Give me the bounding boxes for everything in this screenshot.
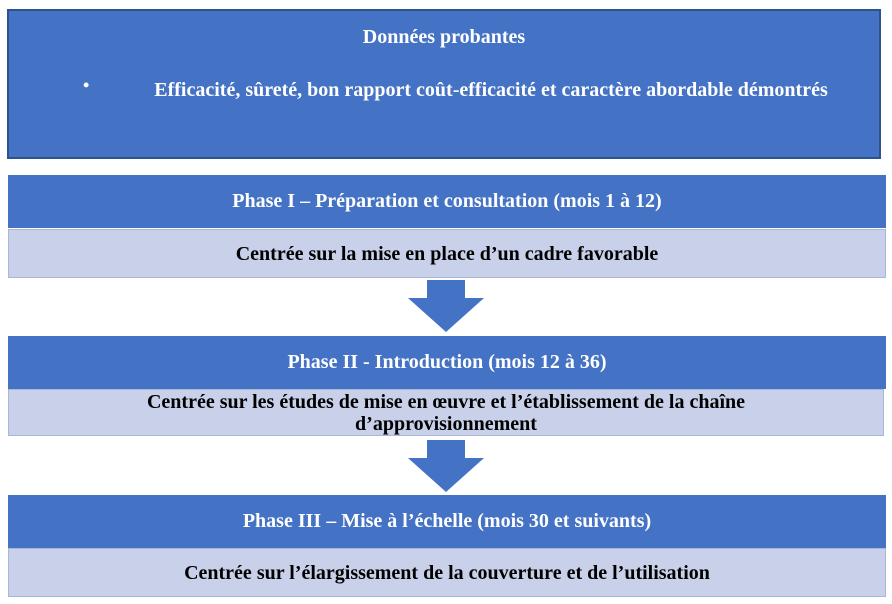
down-arrow-icon	[408, 440, 484, 492]
evidence-item: Efficacité, sûreté, bon rapport coût-efficacité et caractère abordable démontrés	[154, 79, 828, 101]
phase-3-header: Phase III – Mise à l’échelle (mois 30 et suivants)	[8, 495, 886, 548]
down-arrow-icon	[408, 280, 484, 332]
phase-3-focus: Centrée sur l’élargissement de la couverture et de l’utilisation	[8, 548, 886, 597]
evidence-title: Données probantes	[362, 26, 526, 48]
evidence-box	[7, 9, 881, 159]
phase-1-header: Phase I – Préparation et consultation (mois 1 à 12)	[8, 175, 886, 228]
phase-2-focus: Centrée sur les études de mise en œuvre et l’établissement de la chaîne d’approvisionnement	[8, 389, 884, 436]
bullet-icon: •	[83, 75, 90, 95]
phase-1-focus: Centrée sur la mise en place d’un cadre favorable	[8, 229, 886, 278]
phase-2-header: Phase II - Introduction (mois 12 à 36)	[8, 336, 886, 389]
